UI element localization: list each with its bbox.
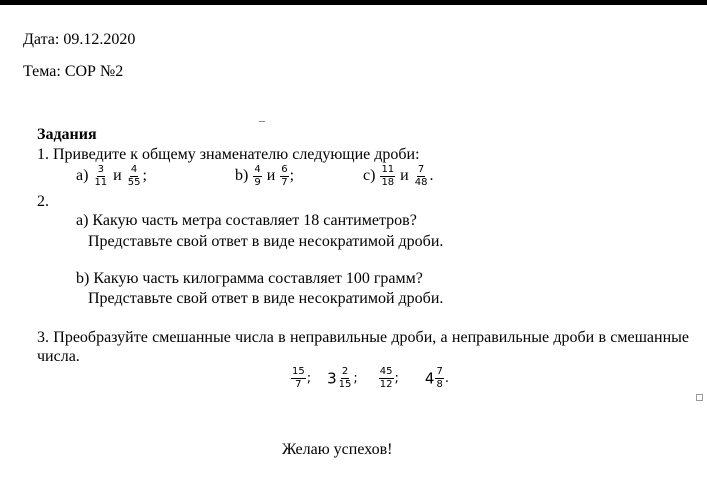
fraction [414,164,429,189]
numerator: 15 [292,366,305,377]
denominator: 18 [381,177,395,188]
task3-items [290,366,449,391]
top-border [0,0,707,5]
fraction [93,164,108,189]
denominator: 12 [379,379,393,390]
task1-item-a [76,164,147,189]
task2-b-question: b) Какую часть килограмма составляет 100 грамм? [76,270,423,287]
numerator: 3 [97,164,104,175]
denominator: 7 [281,177,288,188]
task1-item-label: b) [235,167,249,185]
conjunction: и [266,167,276,185]
task2-b-instruction: Представьте свой ответ в виде несократимой дроби. [88,290,444,307]
item-end: . [429,167,434,185]
numerator: 7 [436,366,443,377]
task1-title: 1. Приведите к общему знаменателю следующие дроби: [37,146,420,163]
item-end: ; [142,167,147,185]
item-end: ; [353,371,358,387]
tasks-heading: Задания [37,126,97,143]
numerator: 4 [254,164,261,175]
task2-a-question: a) Какую часть метра составляет 18 сантиметров? [76,212,417,229]
item-end: ; [306,371,312,387]
denominator: 11 [94,177,108,188]
fraction [435,366,443,391]
task1-item-label: a) [76,167,89,185]
item-end: . [444,371,449,387]
denominator: 48 [414,177,428,188]
whole-part: 3 [327,369,337,388]
closing-line: Желаю успехов! [282,441,393,458]
fraction [338,366,353,391]
topic-line: Тема: СОР №2 [23,63,124,80]
task1-item-b [235,164,294,189]
numerator: 7 [417,164,425,175]
fraction [291,366,306,391]
task2-number: 2. [37,193,49,210]
denominator: 9 [254,177,261,188]
numerator: 4 [130,164,138,175]
date-line: Дата: 09.12.2020 [23,31,136,48]
fraction [380,164,395,189]
fraction [253,164,261,189]
fraction [379,366,394,391]
task1-item-label: c) [363,167,376,185]
numerator: 6 [281,164,288,175]
stray-mark [259,121,265,122]
item-end: ; [289,167,295,185]
item-end: ; [394,371,399,387]
numerator: 11 [381,164,395,175]
denominator: 7 [295,379,302,390]
numerator: 2 [341,366,349,377]
paragraph-marker-icon [696,394,703,401]
whole-part: 4 [424,369,435,388]
task1-item-c [363,164,433,189]
numerator: 45 [379,366,393,377]
denominator: 55 [127,177,141,188]
denominator: 8 [436,379,443,390]
conjunction: и [400,167,409,185]
fraction [127,164,142,189]
task2-a-instruction: Представьте свой ответ в виде несократимой дроби. [88,233,444,250]
conjunction: и [113,167,122,185]
denominator: 15 [338,379,352,390]
fraction [280,164,288,189]
task3-text: 3. Преобразуйте смешанные числа в неправильные дроби, а неправильные дроби в смешанные числа. [37,329,689,366]
